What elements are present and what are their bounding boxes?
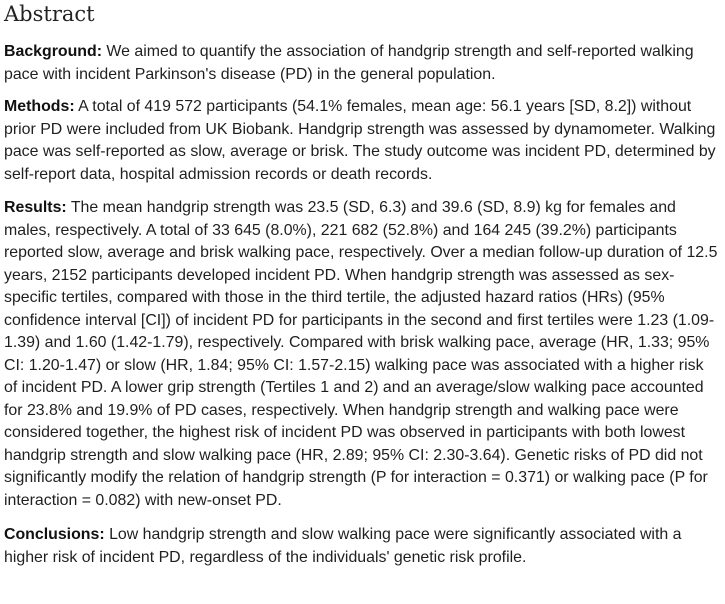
background-paragraph bbox=[4, 41, 721, 86]
abstract-heading: Abstract bbox=[4, 2, 95, 26]
background-text: We aimed to quantify the association of handgrip strength and self-reported walking pace with incident Parkinson's disease (PD) in the general population. bbox=[4, 43, 694, 83]
methods-text: A total of 419 572 participants (54.1% females, mean age: 56.1 years [SD, 8.2]) without prior PD were included from UK Biobank. Handgrip strength was assessed by dynamometer. Walking pace was self-reported as slow, average or brisk. The study outcome was incident PD, determined by self-report data, hospital admission records or death records. bbox=[4, 98, 716, 183]
results-label: Results: bbox=[4, 199, 67, 216]
methods-label: Methods: bbox=[4, 98, 75, 115]
methods-paragraph bbox=[4, 96, 721, 186]
conclusions-paragraph bbox=[4, 524, 721, 569]
conclusions-label: Conclusions: bbox=[4, 526, 105, 543]
conclusions-text: Low handgrip strength and slow walking pace were significantly associated with a higher risk of incident PD, regardless of the individuals' genetic risk profile. bbox=[4, 526, 682, 566]
results-text: The mean handgrip strength was 23.5 (SD, 6.3) and 39.6 (SD, 8.9) kg for females and males, respectively. A total of 33 645 (8.0%), 221 682 (52.8%) and 164 245 (39.2%) participants reported slow, average and brisk walking pace, respectively. Over a median follow-up duration of 12.5 years, 2152 participants developed incident PD. When handgrip strength was assessed as sex-specific tertiles, compared with those in the third tertile, the adjusted hazard ratios (HRs) (95% confidence interval [CI]) of incident PD for participants in the second and first tertiles were 1.23 (1.09-1.39) and 1.60 (1.42-1.79), respectively. Compared with brisk walking pace, average (HR, 1.33; 95% CI: 1.20-1.47) or slow (HR, 1.84; 95% CI: 1.57-2.15) walking pace was associated with a higher risk of incident PD. A lower grip strength (Tertiles 1 and 2) and an average/slow walking pace accounted for 23.8% and 19.9% of PD cases, respectively. When handgrip strength and walking pace were considered together, the highest risk of incident PD was observed in participants with both lowest handgrip strength and slow walking pace (HR, 2.89; 95% CI: 2.30-3.64). Genetic risks of PD did not significantly modify the relation of handgrip strength (P for interaction = 0.371) or walking pace (P for interaction = 0.082) with new-onset PD. bbox=[4, 199, 718, 509]
results-paragraph bbox=[4, 197, 721, 512]
background-label: Background: bbox=[4, 43, 102, 60]
